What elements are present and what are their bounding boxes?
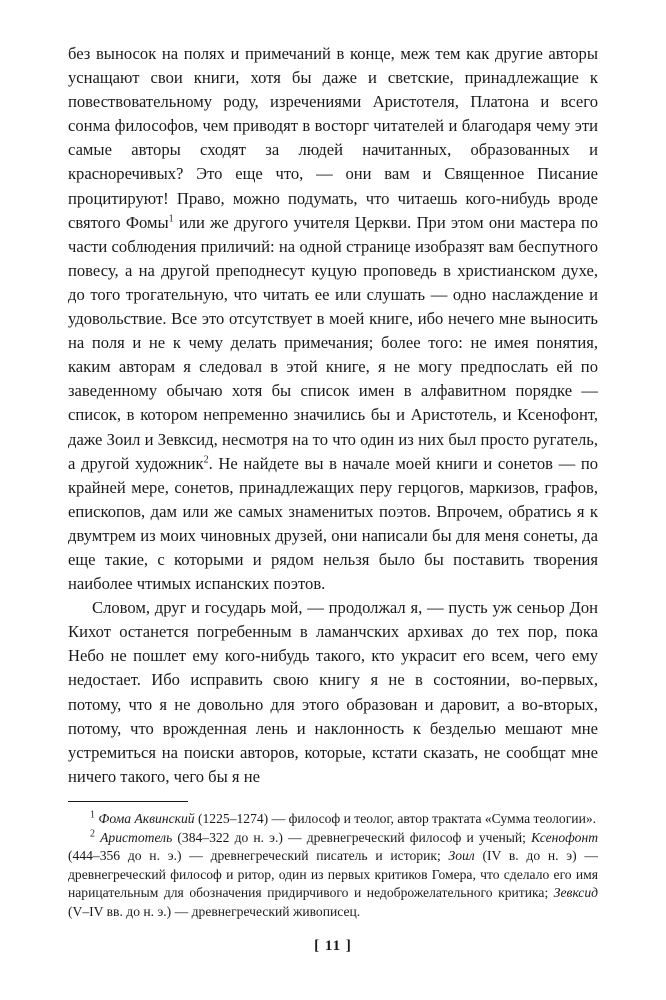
footnote-1-text: (1225–1274) — философ и теолог, автор трактата «Сумма теологии».	[194, 810, 597, 826]
footnote-2-name-aristotle: Аристотель	[100, 829, 173, 845]
footnote-1	[68, 810, 598, 829]
main-text	[68, 42, 598, 789]
footnote-2-name-zoilus: Зоил	[448, 848, 475, 864]
paragraph-2: Словом, друг и государь мой, — продолжал я, — пусть уж сеньор Дон Кихот останется погребенным в ламанчских архивах до тех пор, пока Небо не пошлет ему кого-нибудь такого, кто украсит его всем, чего ему недостает. Ибо исправить свою книгу я не в состоянии, во-первых, потому, что я не довольно для этого образован и даровит, а во-вторых, потому, что врожденная лень и наклонность к безделью мешают мне устремиться на поиски авторов, которые, кстати сказать, не сообщат мне ничего такого, чего бы я не	[68, 598, 598, 786]
footnote-ref-2[interactable]: 2	[203, 454, 209, 466]
paragraph-1	[68, 42, 598, 596]
footnote-2-name-zeuxis: Зевксид	[553, 885, 598, 901]
paragraph-1-part-b: или же другого учителя Церкви. При этом они мастера по части соблюдения приличий: на одной странице изобразят вам беспутного повесу, а на другой преподнесут куцую проповедь в христианском духе, до того трогательную, что читать ее или слушать — одно наслаждение и удовольствие. Все это отсутствует в моей книге, ибо нечего мне выносить на поля и не к чему делать примечания; более того: не имея понятия, каким авторам я следовал в этой книге, я не могу предпослать ей по заведенному обычаю хотя бы список имен в алфавитном порядке — список, в котором непременно значились бы и Аристотель, и Ксенофонт, даже Зоил и Зевксид, несмотря на то что один из них был просто ругатель, а другой художник	[68, 212, 598, 473]
paragraph-1-part-c: . Не найдете вы в начале моей книги и сонетов — по крайней мере, сонетов, принадлежащих перу герцогов, маркизов, графов, епископов, дам или же самых знаменитых поэтов. Впрочем, обратись я к двумтрем из моих чиновных друзей, они написали бы для меня сонеты, да еще такие, с которыми и рядом нельзя было бы поставить творения наиболее чтимых испанских поэтов.	[68, 453, 598, 594]
footnote-rule	[68, 801, 188, 802]
footnote-1-number: 1	[90, 809, 95, 821]
footnote-2-text-zoilus: (IV в. до н. э) — древнегреческий философ и ритор, один из первых критиков Гомера, что сделало его имя нарицательным для обозначения придирчивого и недоброжелательного критика;	[68, 848, 598, 901]
footnote-2-name-xenophon: Ксенофонт	[531, 829, 599, 845]
paragraph-1-part-a: без выносок на полях и примечаний в конце, меж тем как другие авторы уснащают свои книги, хотя бы даже и светские, принадлежащие к повествовательному роду, изречениями Аристотеля, Платона и всего сонма философов, чем приводят в восторг читателей и благодаря чему эти самые авторы сходят за людей начитанных, образованных и красноречивых? Это еще что, — они вам и Священное Писание процитируют! Право, можно подумать, что читаешь кого-нибудь вроде святого Фомы	[68, 44, 598, 232]
footnote-2-number: 2	[90, 827, 95, 839]
footnote-ref-1[interactable]: 1	[168, 213, 174, 225]
text-block	[68, 42, 598, 921]
footnote-2-text-aristotle: (384–322 до н. э.) — древнегреческий философ и ученый;	[172, 829, 532, 845]
footnote-1-name: Фома Аквинский	[98, 810, 195, 826]
footnotes	[68, 810, 598, 922]
footnote-2-text-xenophon: (444–356 до н. э.) — древнегреческий писатель и историк;	[68, 848, 449, 864]
footnote-2	[68, 829, 598, 922]
page-number: [ 11 ]	[314, 938, 352, 954]
footnote-2-text-zeuxis: (V–IV вв. до н. э.) — древнегреческий живописец.	[68, 903, 361, 919]
